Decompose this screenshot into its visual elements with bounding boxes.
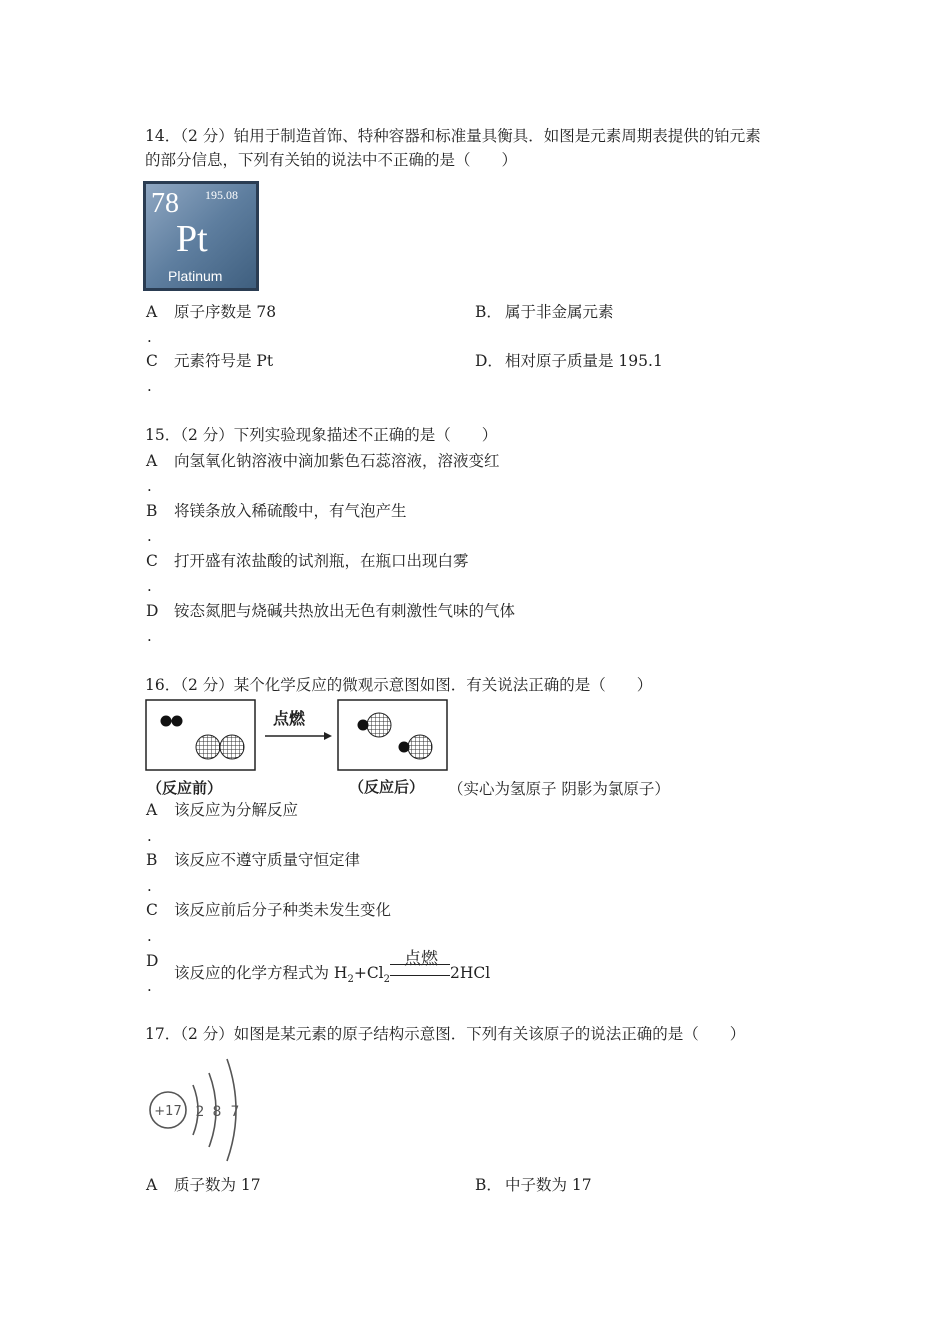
q16-option-a-dot: . xyxy=(147,827,152,845)
q14-stem-line1: 14．（2 分）铂用于制造首饰、特种容器和标准量具衡具．如图是元素周期表提供的铂元素 xyxy=(145,127,761,145)
reaction-diagram xyxy=(143,697,453,801)
q15-option-b[interactable]: 将镁条放入稀硫酸中，有气泡产生 xyxy=(174,502,407,520)
chlorine-atom-icon xyxy=(367,713,391,737)
q14-option-b-letter: B． xyxy=(475,303,502,321)
nucleus-charge: +17 xyxy=(154,1104,182,1119)
q14-option-c[interactable]: 元素符号是 Pt xyxy=(174,352,274,370)
tile-atomic-mass: 195.08 xyxy=(205,188,238,202)
q16-option-c-dot: . xyxy=(147,927,152,945)
q15-option-d[interactable]: 铵态氮肥与烧碱共热放出无色有刺激性气味的气体 xyxy=(174,602,516,620)
atom-structure-diagram xyxy=(143,1055,248,1165)
equation-condition: 点燃 xyxy=(404,949,438,969)
q15-stem: 15．（2 分）下列实验现象描述不正确的是（ ） xyxy=(145,426,498,444)
q15-option-a-letter: A xyxy=(146,452,158,470)
arrow-label: 点燃 xyxy=(273,709,306,728)
q14-option-c-dot: . xyxy=(147,377,152,395)
q14-option-c-letter: C xyxy=(146,352,158,370)
before-label: （反应前） xyxy=(147,779,223,797)
equation-product: 2HCl xyxy=(450,964,491,982)
chlorine-atom-icon xyxy=(220,735,244,759)
chlorine-atom-icon xyxy=(196,735,220,759)
q14-option-a-letter: A xyxy=(146,303,158,321)
shell-1-electrons: 2 xyxy=(195,1104,205,1120)
hydrogen-atom-icon xyxy=(172,716,183,727)
q17-stem: 17．（2 分）如图是某元素的原子结构示意图．下列有关该原子的说法正确的是（ ） xyxy=(145,1025,746,1043)
tile-atomic-number: 78 xyxy=(151,188,179,219)
q14-option-a[interactable]: 原子序数是 78 xyxy=(174,303,277,321)
q16-option-c[interactable]: 该反应前后分子种类未发生变化 xyxy=(174,901,392,919)
hydrogen-atom-icon xyxy=(399,742,410,753)
q16-stem: 16．（2 分）某个化学反应的微观示意图如图．有关说法正确的是（ ） xyxy=(145,676,653,694)
before-box xyxy=(146,700,255,770)
shell-3-electrons: 7 xyxy=(230,1104,240,1120)
equation-plus-cl: +Cl xyxy=(353,964,384,982)
q15-option-a-dot: . xyxy=(147,477,152,495)
q16-option-b-dot: . xyxy=(147,877,152,895)
q16-option-b-letter: B xyxy=(146,851,158,869)
q15-option-c[interactable]: 打开盛有浓盐酸的试剂瓶，在瓶口出现白雾 xyxy=(174,552,469,570)
q14-option-a-dot: . xyxy=(147,328,152,346)
q17-option-b-letter: B． xyxy=(475,1176,502,1194)
shell-2-electrons: 8 xyxy=(212,1104,222,1120)
chlorine-atom-icon xyxy=(408,735,432,759)
q16-option-c-letter: C xyxy=(146,901,158,919)
tile-symbol: Pt xyxy=(176,218,208,260)
q16-legend: （实心为氢原子 阴影为氯原子） xyxy=(448,780,670,798)
q15-option-b-dot: . xyxy=(147,527,152,545)
q16-option-d-letter: D xyxy=(146,952,159,970)
platinum-element-tile xyxy=(143,181,259,291)
q16-option-d[interactable] xyxy=(174,963,490,990)
q14-option-d[interactable]: 相对原子质量是 195.1 xyxy=(505,352,663,370)
q16-option-a[interactable]: 该反应为分解反应 xyxy=(174,801,299,819)
tile-name: Platinum xyxy=(168,268,223,284)
after-box xyxy=(338,700,447,770)
q16-option-b[interactable]: 该反应不遵守质量守恒定律 xyxy=(174,851,361,869)
equation-prefix: 该反应的化学方程式为 H xyxy=(174,964,348,982)
q15-option-d-letter: D xyxy=(146,602,159,620)
hydrogen-atom-icon xyxy=(358,720,369,731)
q15-option-c-dot: . xyxy=(147,577,152,595)
arrow-head-icon xyxy=(324,732,332,740)
q15-option-d-dot: . xyxy=(147,627,152,645)
q15-option-b-letter: B xyxy=(146,502,158,520)
q15-option-c-letter: C xyxy=(146,552,158,570)
hydrogen-atom-icon xyxy=(161,716,172,727)
cl2-subscript: 2 xyxy=(383,974,391,986)
q14-option-d-letter: D． xyxy=(475,352,503,370)
q14-option-b[interactable]: 属于非金属元素 xyxy=(505,303,614,321)
q14-stem-line2: 的部分信息，下列有关铂的说法中不正确的是（ ） xyxy=(145,151,518,169)
q17-option-b[interactable]: 中子数为 17 xyxy=(505,1176,592,1194)
q16-option-a-letter: A xyxy=(146,801,158,819)
q15-option-a[interactable]: 向氢氧化钠溶液中滴加紫色石蕊溶液，溶液变红 xyxy=(174,452,500,470)
h2-subscript: 2 xyxy=(347,974,354,986)
q16-option-d-dot: . xyxy=(147,977,152,995)
after-label: （反应后） xyxy=(349,778,425,796)
q17-option-a[interactable]: 质子数为 17 xyxy=(174,1176,261,1194)
q17-option-a-letter: A xyxy=(146,1176,158,1194)
